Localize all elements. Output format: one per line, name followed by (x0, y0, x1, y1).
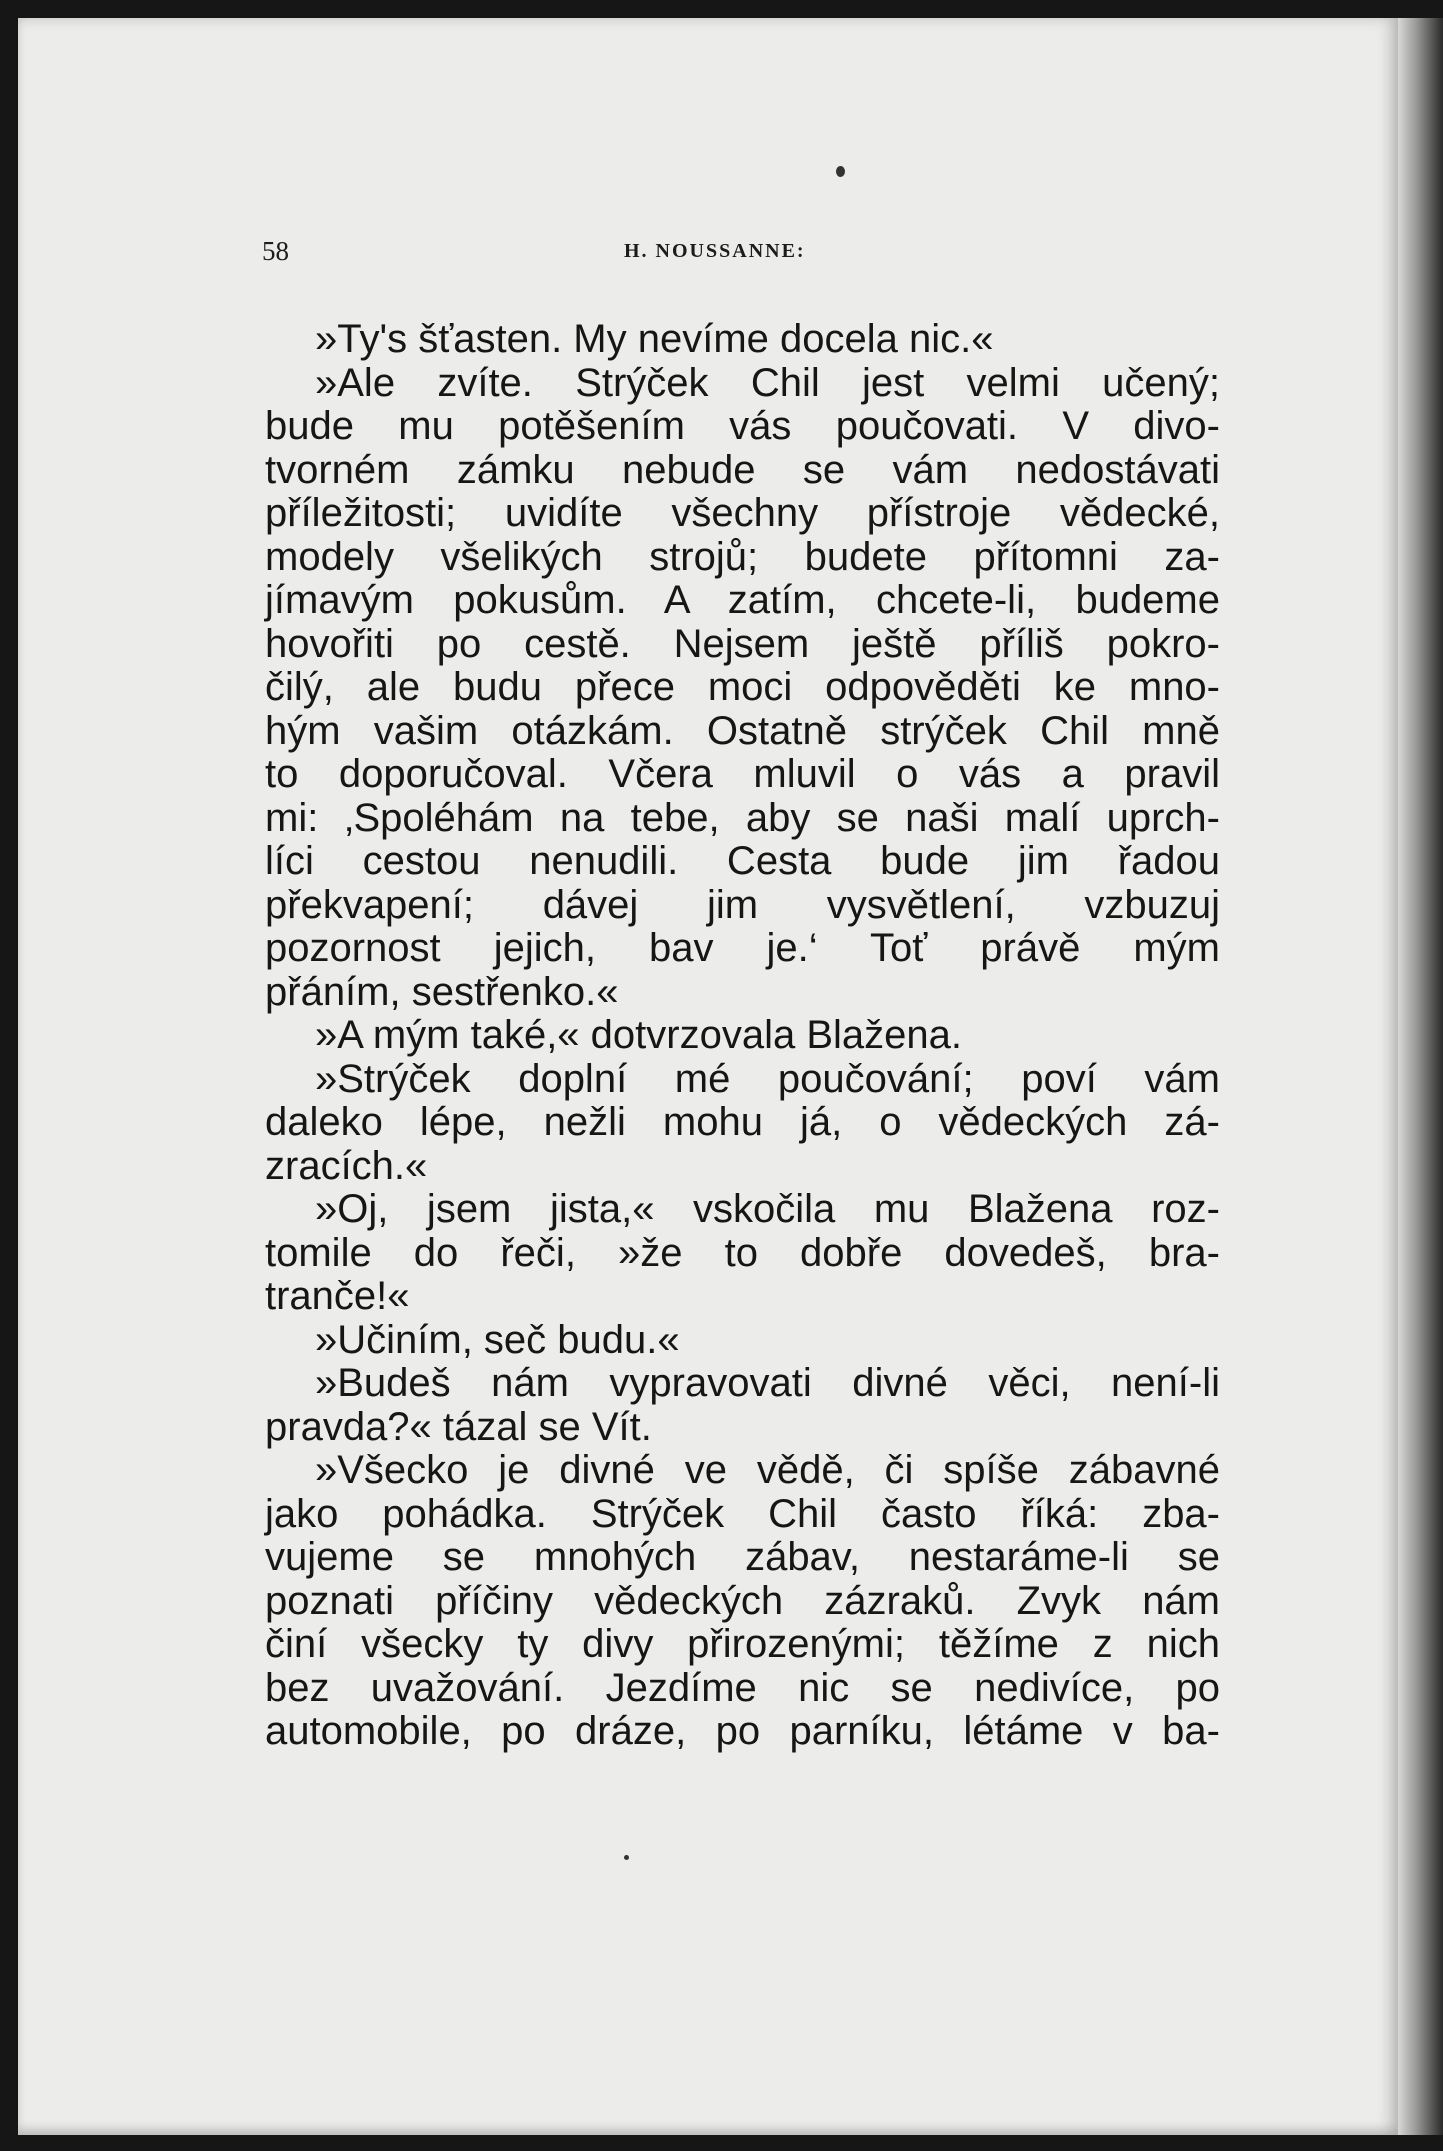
text-line: »Ale zvíte. Strýček Chil jest velmi učený; (315, 360, 1220, 405)
text-line: překvapení; dávej jim vysvětlení, vzbuzuj (265, 882, 1220, 927)
text-line: modely všelikých strojů; budete přítomni za- (265, 534, 1220, 579)
text-line: jako pohádka. Strýček Chil často říká: zba- (265, 1491, 1220, 1536)
text-line: automobile, po dráze, po parníku, létáme v ba- (265, 1709, 1220, 1753)
text-line: to doporučoval. Včera mluvil o vás a pravil (265, 752, 1220, 796)
text-line: přáním, sestřenko.« (265, 969, 619, 1014)
text-line: bude mu potěšením vás poučovati. V divo- (265, 404, 1220, 448)
text-line: líci cestou nenudili. Cesta bude jim řadou (265, 839, 1220, 883)
text-line: vujeme se mnohých zábav, nestaráme-li se (265, 1535, 1220, 1579)
text-line: jímavým pokusům. A zatím, chcete-li, budeme (265, 578, 1220, 622)
text-line: hým vašim otázkám. Ostatně strýček Chil mně (265, 708, 1220, 753)
text-line: činí všecky ty divy přirozenými; těžíme z nich (265, 1622, 1220, 1666)
text-line: »Oj, jsem jista,« vskočila mu Blažena roz- (315, 1187, 1220, 1231)
text-line: hovořiti po cestě. Nejsem ještě příliš pokro- (265, 621, 1220, 666)
text-line: příležitosti; uvidíte všechny přístroje vědecké, (265, 491, 1220, 535)
text-line: pravda?« tázal se Vít. (265, 1404, 652, 1449)
text-line: tranče!« (265, 1274, 410, 1318)
text-line: poznati příčiny vědeckých zázraků. Zvyk nám (265, 1578, 1220, 1623)
page-edge-shadow (1398, 18, 1443, 2135)
text-line: bez uvažování. Jezdíme nic se nedivíce, po (265, 1665, 1220, 1710)
body-text (265, 318, 1220, 1754)
text-line: »Ty's šťasten. My nevíme docela nic.« (315, 317, 994, 361)
text-line: pozornost jejich, bav je.‘ Toť právě mým (265, 926, 1220, 970)
text-line: tvorném zámku nebude se vám nedostávati (265, 447, 1220, 492)
text-line: »Budeš nám vypravovati divné věci, není-li (315, 1361, 1220, 1405)
text-line: daleko lépe, nežli mohu já, o vědeckých zá- (265, 1100, 1220, 1144)
text-line: čilý, ale budu přece moci odpověděti ke mno- (265, 665, 1220, 709)
dust-speck (624, 1855, 629, 1860)
text-line: mi: ‚Spoléhám na tebe, aby se naši malí uprch- (265, 795, 1220, 840)
text-line: »Všecko je divné ve vědě, či spíše zábavné (315, 1448, 1220, 1492)
text-line: zracích.« (265, 1143, 428, 1188)
text-line: tomile do řeči, »že to dobře dovedeš, bra- (265, 1230, 1220, 1275)
text-line: »Učiním, seč budu.« (315, 1317, 680, 1362)
page-number: 58 (262, 236, 289, 266)
text-line: »Strýček doplní mé poučování; poví vám (315, 1056, 1220, 1101)
page-header (262, 236, 1182, 276)
dust-speck (836, 166, 845, 177)
text-line: »A mým také,« dotvrzovala Blažena. (315, 1013, 962, 1057)
running-head: H. NOUSSANNE: (624, 240, 806, 262)
